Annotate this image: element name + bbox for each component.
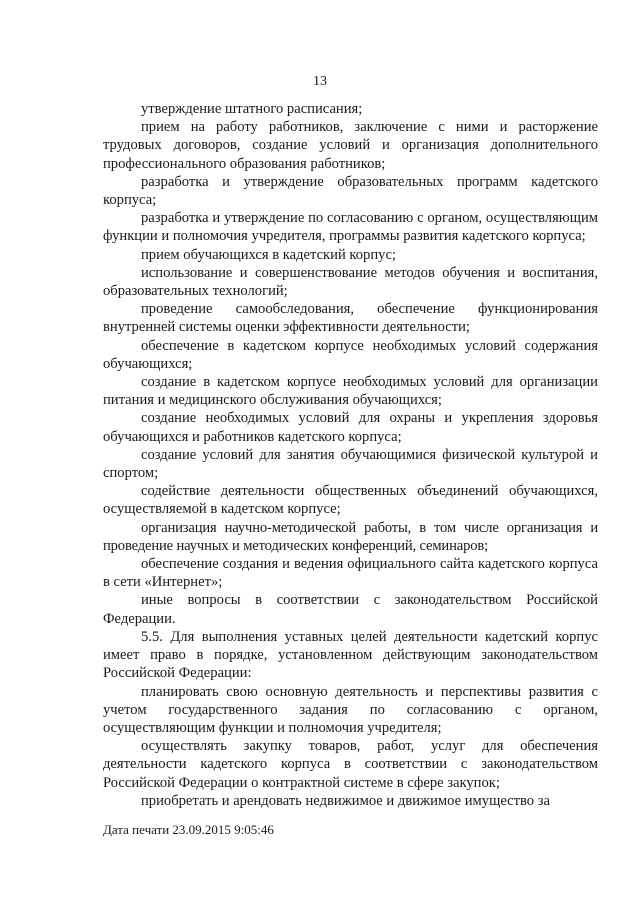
paragraph: приобретать и арендовать недвижимое и движимое имущество за [141,792,550,809]
paragraph: разработка и утверждение образовательных программ кадетского корпуса; [103,173,598,209]
page-number: 13 [313,74,327,89]
paragraph: содействие деятельности общественных объединений обучающихся, осуществляемой в кадетском корпусе; [103,483,598,518]
paragraph: создание в кадетском корпусе необходимых условий для организации питания и медицинского обслуживания обучающихся; [103,374,598,409]
paragraph: обеспечение создания и ведения официального сайта кадетского корпуса в сети «Интернет»; [103,556,598,591]
document-body [103,100,598,810]
paragraph: прием на работу работников, заключение с ними и расторжение трудовых договоров, создание условий и организация дополнительного профессионального образования работников; [103,119,598,172]
paragraph: утверждение штатного расписания; [141,101,363,117]
paragraph: иные вопросы в соответствии с законодательством Российской Федерации. [103,592,598,627]
paragraph: планировать свою основную деятельность и перспективы развития с учетом государственного задания по согласованию с органом, осуществляющим функции и полномочия учредителя; [103,683,598,736]
paragraph: создание необходимых условий для охраны и укрепления здоровья обучающихся и работников кадетского корпуса; [103,410,598,445]
paragraph: обеспечение в кадетском корпусе необходимых условий содержания обучающихся; [103,337,598,372]
paragraph: использование и совершенствование методов обучения и воспитания, образовательных технологий; [103,264,598,300]
paragraph: организация научно-методической работы, в том числе организация и проведение научных и методических конференций, семинаров; [103,519,598,554]
paragraph: прием обучающихся в кадетский корпус; [141,246,396,263]
print-date-footer: Дата печати 23.09.2015 9:05:46 [103,822,274,837]
paragraph: проведение самообследования, обеспечение функционирования внутренней системы оценки эффективности деятельности; [103,301,598,336]
paragraph: 5.5. Для выполнения уставных целей деятельности кадетский корпус имеет право в порядке, установленном действующим законодательством Российской Федерации: [103,628,598,682]
paragraph: создание условий для занятия обучающимися физической культурой и спортом; [103,446,598,482]
paragraph: разработка и утверждение по согласованию с органом, осуществляющим функции и полномочия учредителя, программы развития кадетского корпуса; [103,210,598,245]
paragraph: осуществлять закупку товаров, работ, услуг для обеспечения деятельности кадетского корпуса в соответствии с законодательством Российской Федерации о контрактной системе в сфере закупок; [103,738,598,791]
